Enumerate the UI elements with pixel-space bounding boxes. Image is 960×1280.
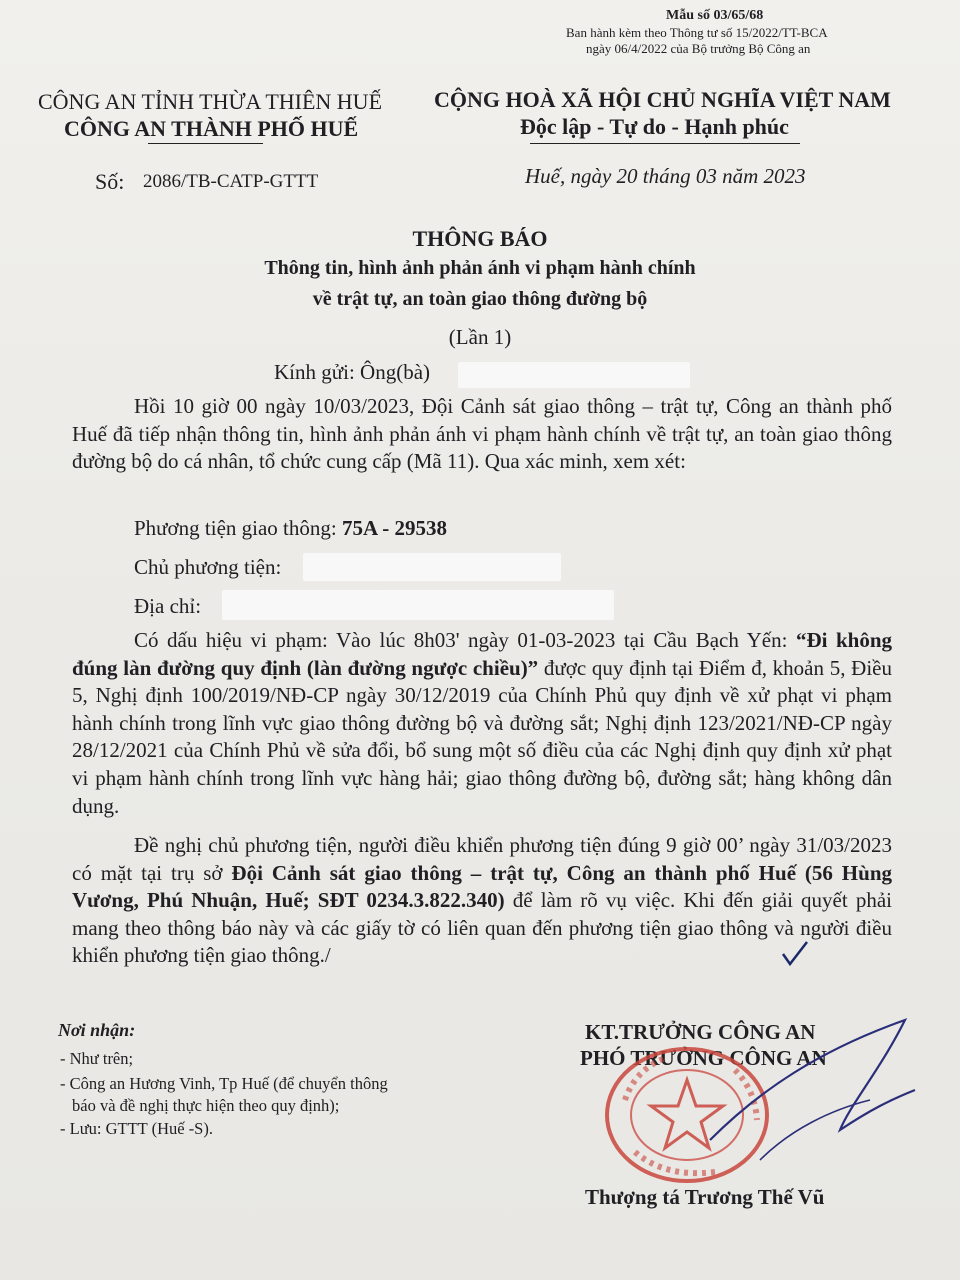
motto-underline xyxy=(530,143,800,144)
recipient-item: - Công an Hương Vinh, Tp Huế (để chuyển thông xyxy=(60,1074,388,1093)
recipients-heading: Nơi nhận: xyxy=(58,1020,136,1040)
violation-prefix: Có dấu hiệu vi phạm: Vào lúc 8h03' ngày 01-03-2023 tại Cầu Bạch Yến: xyxy=(134,628,796,652)
handwritten-signature-icon xyxy=(700,1010,930,1170)
doc-number-label: Số: xyxy=(95,169,125,194)
vehicle-line xyxy=(134,516,447,541)
owner-label: Chủ phương tiện: xyxy=(134,555,282,579)
license-plate: 75A - 29538 xyxy=(341,516,447,540)
request-paragraph xyxy=(72,832,892,970)
recipient-item: - Như trên; xyxy=(60,1049,134,1068)
date-line: Huế, ngày 20 tháng 03 năm 2023 xyxy=(525,164,806,188)
redacted-address xyxy=(222,590,614,620)
national-motto: Độc lập - Tự do - Hạnh phúc xyxy=(520,114,789,139)
form-reference-line2: ngày 06/4/2022 của Bộ trưởng Bộ Công an xyxy=(586,41,811,56)
form-reference-line1: Ban hành kèm theo Thông tư số 15/2022/TT-BCA xyxy=(566,25,828,40)
signer-name: Thượng tá Trương Thế Vũ xyxy=(585,1185,825,1209)
vehicle-label: Phương tiện giao thông: xyxy=(134,516,337,540)
parent-agency: CÔNG AN TỈNH THỪA THIÊN HUẾ xyxy=(38,89,383,114)
address-label: Địa chỉ: xyxy=(134,594,202,618)
signature-title-line2: PHÓ TRƯỞNG CÔNG AN xyxy=(580,1046,827,1070)
intro-text: Hồi 10 giờ 00 ngày 10/03/2023, Đội Cảnh sát giao thông – trật tự, Công an thành phố Huế đã tiếp nhận thông tin, hình ảnh phản ánh vi phạm hành chính về trật tự, an toàn giao thông đường bộ do cá nhân, tổ chức cung cấp (Mã 11). Qua xác minh, xem xét: xyxy=(72,394,892,474)
form-code: Mẫu số 03/65/68 xyxy=(666,8,764,23)
recipient-item: - Lưu: GTTT (Huế -S). xyxy=(60,1119,213,1138)
violation-paragraph xyxy=(72,627,892,820)
redacted-addressee xyxy=(458,362,690,388)
document-subtitle-line2: về trật tự, an toàn giao thông đường bộ xyxy=(312,288,648,310)
signature-title-line1: KT.TRƯỞNG CÔNG AN xyxy=(585,1020,816,1044)
issuing-agency: CÔNG AN THÀNH PHỐ HUẾ xyxy=(64,116,359,141)
document-subtitle-line1: Thông tin, hình ảnh phản ánh vi phạm hành chính xyxy=(264,257,696,279)
intro-paragraph xyxy=(72,393,892,476)
redacted-owner xyxy=(303,553,561,581)
notice-count: (Lần 1) xyxy=(448,325,512,349)
request-location: Đội Cảnh sát giao thông – trật tự, Công an thành phố Huế (56 Hùng Vương, Phú Nhuận, Huế; SĐT 0234.3.822.340) xyxy=(72,860,893,913)
addressee-label: Kính gửi: Ông(bà) xyxy=(274,360,431,384)
agency-underline xyxy=(148,143,263,144)
recipient-item: báo và đề nghị thực hiện theo quy định); xyxy=(72,1096,340,1115)
violation-legal-basis: được quy định tại Điểm đ, khoản 5, Điều 5, Nghị định 100/2019/NĐ-CP ngày 30/12/2019 của Chính Phủ quy định về xử phạt vi phạm hành chính trong lĩnh vực giao thông đường bộ và đường sắt; Nghị định 123/2021/NĐ-CP ngày 28/12/2021 của Chính Phủ về sửa đổi, bổ sung một số điều của các Nghị định quy định xử phạt vi phạm hành chính trong lĩnh vực hàng hải; giao thông đường bộ, đường sắt; hàng không dân dụng. xyxy=(72,655,892,818)
nation-heading: CỘNG HOÀ XÃ HỘI CHỦ NGHĨA VIỆT NAM xyxy=(434,87,891,112)
checkmark-icon xyxy=(780,940,810,970)
violation-description: “Đi không đúng làn đường quy định (làn đường ngược chiều)” xyxy=(72,628,892,680)
document-title: THÔNG BÁO xyxy=(412,226,548,251)
request-prefix: Đề nghị chủ phương tiện, người điều khiển phương tiện đúng 9 giờ 00’ ngày 31/03/2023 có mặt tại trụ sở xyxy=(72,833,892,885)
doc-number: 2086/TB-CATP-GTTT xyxy=(143,171,319,192)
request-suffix: để làm rõ vụ việc. Khi đến giải quyết phải mang theo thông báo này và các giấy tờ có liên quan đến phương tiện giao thông và người điều khiển phương tiện giao thông./ xyxy=(72,888,892,968)
